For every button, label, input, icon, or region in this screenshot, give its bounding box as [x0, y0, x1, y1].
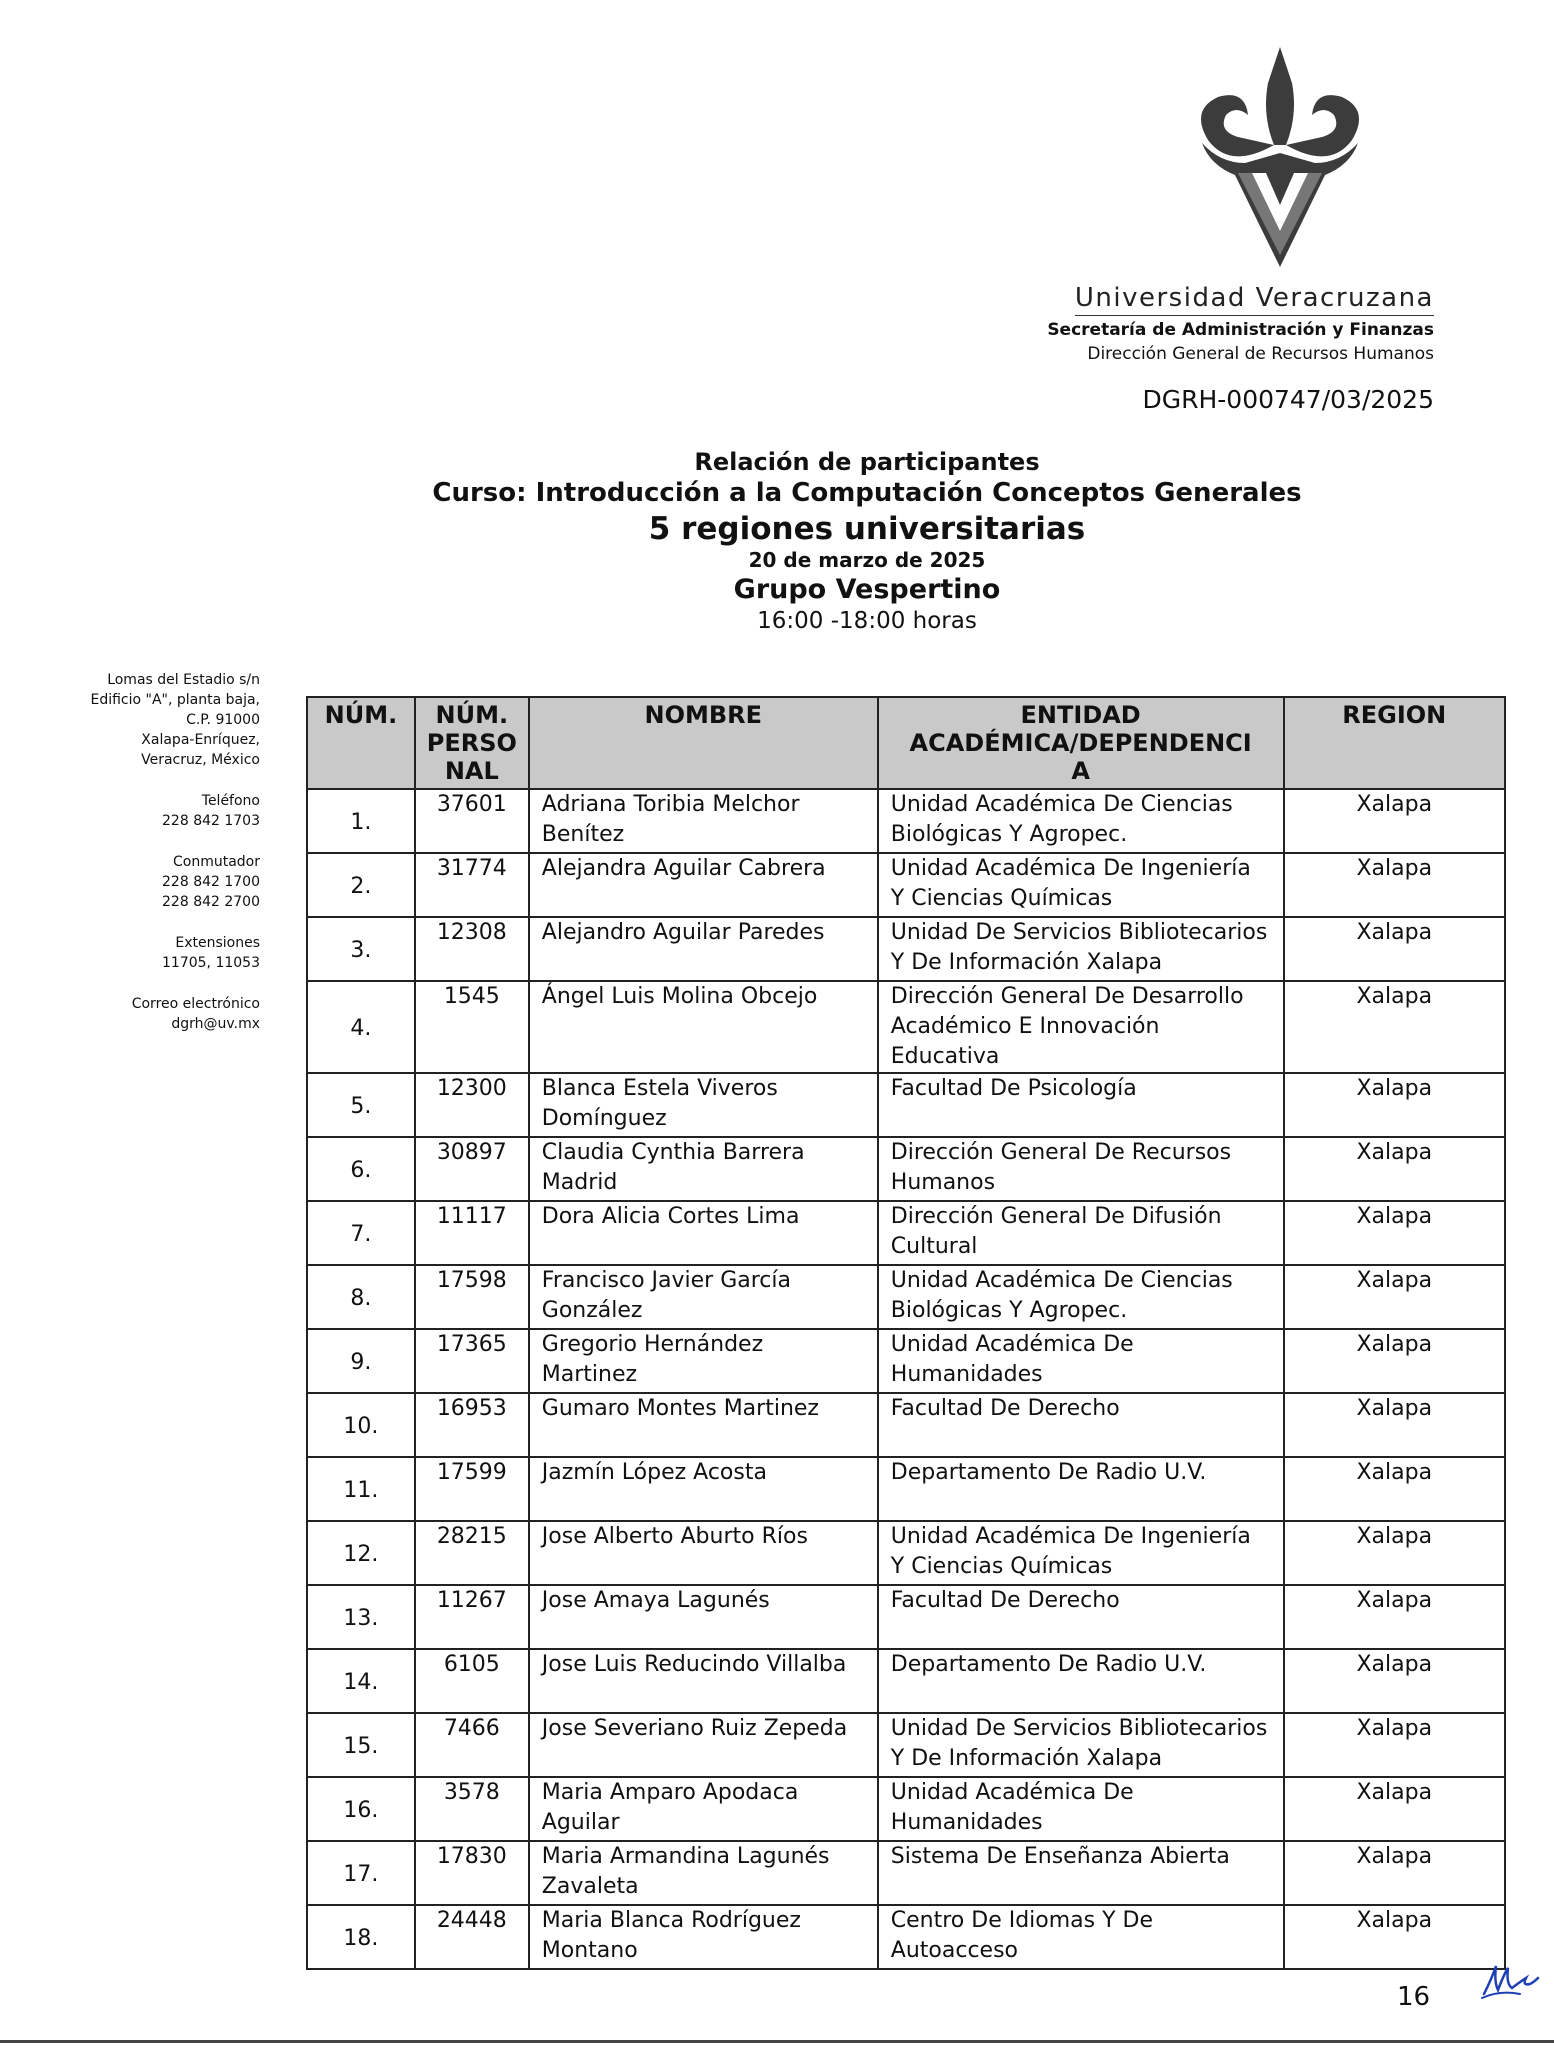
email-block	[60, 994, 260, 1034]
table-row	[307, 1201, 1505, 1265]
address-block	[60, 670, 260, 770]
personal-number: 24448	[415, 1905, 529, 1969]
academic-entity: Facultad De Psicología	[878, 1073, 1284, 1137]
region: Xalapa	[1284, 1201, 1506, 1265]
table-row	[307, 917, 1505, 981]
participant-name: Francisco Javier García González	[529, 1265, 878, 1329]
row-number: 4.	[307, 981, 415, 1073]
academic-entity: Dirección General De Difusión Cultural	[878, 1201, 1284, 1265]
university-logo-icon	[1190, 45, 1370, 270]
academic-entity: Unidad De Servicios Bibliotecarios Y De Información Xalapa	[878, 1713, 1284, 1777]
personal-number: 17599	[415, 1457, 529, 1521]
personal-number: 7466	[415, 1713, 529, 1777]
row-number: 13.	[307, 1585, 415, 1649]
extensions-label: Extensiones	[175, 935, 260, 951]
academic-entity: Unidad Académica De Ciencias Biológicas Y Agropec.	[878, 789, 1284, 853]
address-line: Xalapa-Enríquez,	[141, 732, 260, 748]
participant-name: Alejandra Aguilar Cabrera	[529, 853, 878, 917]
row-number: 14.	[307, 1649, 415, 1713]
table-row	[307, 1073, 1505, 1137]
participant-name: Maria Amparo Apodaca Aguilar	[529, 1777, 878, 1841]
academic-entity: Departamento De Radio U.V.	[878, 1457, 1284, 1521]
table-row	[307, 1457, 1505, 1521]
address-line: Veracruz, México	[141, 752, 260, 768]
region: Xalapa	[1284, 853, 1506, 917]
participant-name: Jose Severiano Ruiz Zepeda	[529, 1713, 878, 1777]
participant-name: Alejandro Aguilar Paredes	[529, 917, 878, 981]
personal-number: 6105	[415, 1649, 529, 1713]
academic-entity: Unidad De Servicios Bibliotecarios Y De Información Xalapa	[878, 917, 1284, 981]
row-number: 10.	[307, 1393, 415, 1457]
row-number: 8.	[307, 1265, 415, 1329]
row-number: 3.	[307, 917, 415, 981]
row-number: 7.	[307, 1201, 415, 1265]
participant-name: Jose Luis Reducindo Villalba	[529, 1649, 878, 1713]
page-bottom-edge	[0, 2040, 1554, 2043]
region: Xalapa	[1284, 1137, 1506, 1201]
region: Xalapa	[1284, 1777, 1506, 1841]
title-participants: Relación de participantes	[694, 448, 1040, 476]
personal-number: 3578	[415, 1777, 529, 1841]
extensions-numbers: 11705, 11053	[162, 955, 260, 971]
row-number: 5.	[307, 1073, 415, 1137]
academic-entity: Centro De Idiomas Y De Autoacceso	[878, 1905, 1284, 1969]
table-row	[307, 1265, 1505, 1329]
phone-block	[60, 791, 260, 831]
address-line: Edificio "A", planta baja,	[90, 692, 260, 708]
row-number: 12.	[307, 1521, 415, 1585]
secretariat-name: Secretaría de Administración y Finanzas	[1047, 320, 1434, 340]
personal-number: 17365	[415, 1329, 529, 1393]
academic-entity: Unidad Académica De Humanidades	[878, 1329, 1284, 1393]
personal-number: 12300	[415, 1073, 529, 1137]
academic-entity: Facultad De Derecho	[878, 1393, 1284, 1457]
institution-header	[1047, 283, 1434, 364]
email-address: dgrh@uv.mx	[171, 1016, 260, 1032]
participant-name: Gregorio Hernández Martinez	[529, 1329, 878, 1393]
table-header-row	[307, 697, 1505, 789]
personal-number: 30897	[415, 1137, 529, 1201]
personal-number: 16953	[415, 1393, 529, 1457]
academic-entity: Dirección General De Recursos Humanos	[878, 1137, 1284, 1201]
table-row	[307, 1329, 1505, 1393]
table-row	[307, 1393, 1505, 1457]
header-personal-number: NÚM. PERSO NAL	[415, 697, 529, 789]
academic-entity: Unidad Académica De Humanidades	[878, 1777, 1284, 1841]
row-number: 6.	[307, 1137, 415, 1201]
header-region: REGION	[1284, 697, 1506, 789]
row-number: 18.	[307, 1905, 415, 1969]
phone-number: 228 842 1703	[162, 813, 260, 829]
table-row	[307, 1777, 1505, 1841]
header-name: NOMBRE	[529, 697, 878, 789]
region: Xalapa	[1284, 1905, 1506, 1969]
participant-name: Jose Amaya Lagunés	[529, 1585, 878, 1649]
region: Xalapa	[1284, 981, 1506, 1073]
row-number: 1.	[307, 789, 415, 853]
participant-name: Claudia Cynthia Barrera Madrid	[529, 1137, 878, 1201]
table-row	[307, 1137, 1505, 1201]
table-row	[307, 789, 1505, 853]
signature-initials-icon	[1480, 1960, 1540, 2000]
academic-entity: Unidad Académica De Ciencias Biológicas Y Agropec.	[878, 1265, 1284, 1329]
document-number: DGRH-000747/03/2025	[1142, 385, 1434, 414]
academic-entity: Departamento De Radio U.V.	[878, 1649, 1284, 1713]
personal-number: 12308	[415, 917, 529, 981]
participant-name: Maria Blanca Rodríguez Montano	[529, 1905, 878, 1969]
participant-name: Jazmín López Acosta	[529, 1457, 878, 1521]
address-line: C.P. 91000	[186, 712, 260, 728]
region: Xalapa	[1284, 1329, 1506, 1393]
phone-label: Teléfono	[201, 793, 260, 809]
region: Xalapa	[1284, 1713, 1506, 1777]
title-group: Grupo Vespertino	[733, 574, 1001, 606]
address-line: Lomas del Estadio s/n	[107, 672, 260, 688]
academic-entity: Facultad De Derecho	[878, 1585, 1284, 1649]
table-row	[307, 1649, 1505, 1713]
table-row	[307, 1841, 1505, 1905]
extensions-block	[60, 933, 260, 973]
personal-number: 1545	[415, 981, 529, 1073]
region: Xalapa	[1284, 1073, 1506, 1137]
row-number: 16.	[307, 1777, 415, 1841]
region: Xalapa	[1284, 1841, 1506, 1905]
page-number: 16	[1397, 1982, 1431, 2012]
region: Xalapa	[1284, 789, 1506, 853]
participant-name: Blanca Estela Viveros Domínguez	[529, 1073, 878, 1137]
participant-name: Gumaro Montes Martinez	[529, 1393, 878, 1457]
title-regions: 5 regiones universitarias	[648, 510, 1086, 547]
table-row	[307, 1521, 1505, 1585]
participant-name: Ángel Luis Molina Obcejo	[529, 981, 878, 1073]
row-number: 11.	[307, 1457, 415, 1521]
row-number: 9.	[307, 1329, 415, 1393]
title-date: 20 de marzo de 2025	[748, 548, 986, 573]
title-schedule: 16:00 -18:00 horas	[757, 608, 977, 634]
switchboard-block	[60, 852, 260, 912]
email-label: Correo electrónico	[131, 996, 260, 1012]
directorate-name: Dirección General de Recursos Humanos	[1087, 344, 1434, 364]
row-number: 15.	[307, 1713, 415, 1777]
region: Xalapa	[1284, 1457, 1506, 1521]
academic-entity: Dirección General De Desarrollo Académico E Innovación Educativa	[878, 981, 1284, 1073]
institution-name: Universidad Veracruzana	[1075, 283, 1434, 316]
academic-entity: Unidad Académica De Ingeniería Y Ciencias Químicas	[878, 1521, 1284, 1585]
participant-name: Maria Armandina Lagunés Zavaleta	[529, 1841, 878, 1905]
personal-number: 11117	[415, 1201, 529, 1265]
region: Xalapa	[1284, 1585, 1506, 1649]
personal-number: 28215	[415, 1521, 529, 1585]
row-number: 17.	[307, 1841, 415, 1905]
personal-number: 17598	[415, 1265, 529, 1329]
personal-number: 31774	[415, 853, 529, 917]
personal-number: 11267	[415, 1585, 529, 1649]
title-course: Curso: Introducción a la Computación Conceptos Generales	[432, 478, 1302, 508]
region: Xalapa	[1284, 917, 1506, 981]
table-row	[307, 1713, 1505, 1777]
table-row	[307, 853, 1505, 917]
academic-entity: Unidad Académica De Ingeniería Y Ciencias Químicas	[878, 853, 1284, 917]
table-row	[307, 981, 1505, 1073]
table-row	[307, 1905, 1505, 1969]
document-titles	[300, 447, 1434, 636]
region: Xalapa	[1284, 1649, 1506, 1713]
table-row	[307, 1585, 1505, 1649]
region: Xalapa	[1284, 1521, 1506, 1585]
switchboard-number: 228 842 1700	[162, 874, 260, 890]
academic-entity: Sistema De Enseñanza Abierta	[878, 1841, 1284, 1905]
personal-number: 37601	[415, 789, 529, 853]
participants-table	[306, 696, 1506, 1970]
participant-name: Dora Alicia Cortes Lima	[529, 1201, 878, 1265]
switchboard-label: Conmutador	[172, 854, 260, 870]
personal-number: 17830	[415, 1841, 529, 1905]
participant-name: Jose Alberto Aburto Ríos	[529, 1521, 878, 1585]
header-entity: ENTIDAD ACADÉMICA/DEPENDENCI A	[878, 697, 1284, 789]
row-number: 2.	[307, 853, 415, 917]
region: Xalapa	[1284, 1393, 1506, 1457]
participant-name: Adriana Toribia Melchor Benítez	[529, 789, 878, 853]
contact-sidebar	[60, 670, 260, 1055]
header-num: NÚM.	[307, 697, 415, 789]
region: Xalapa	[1284, 1265, 1506, 1329]
switchboard-number: 228 842 2700	[162, 894, 260, 910]
